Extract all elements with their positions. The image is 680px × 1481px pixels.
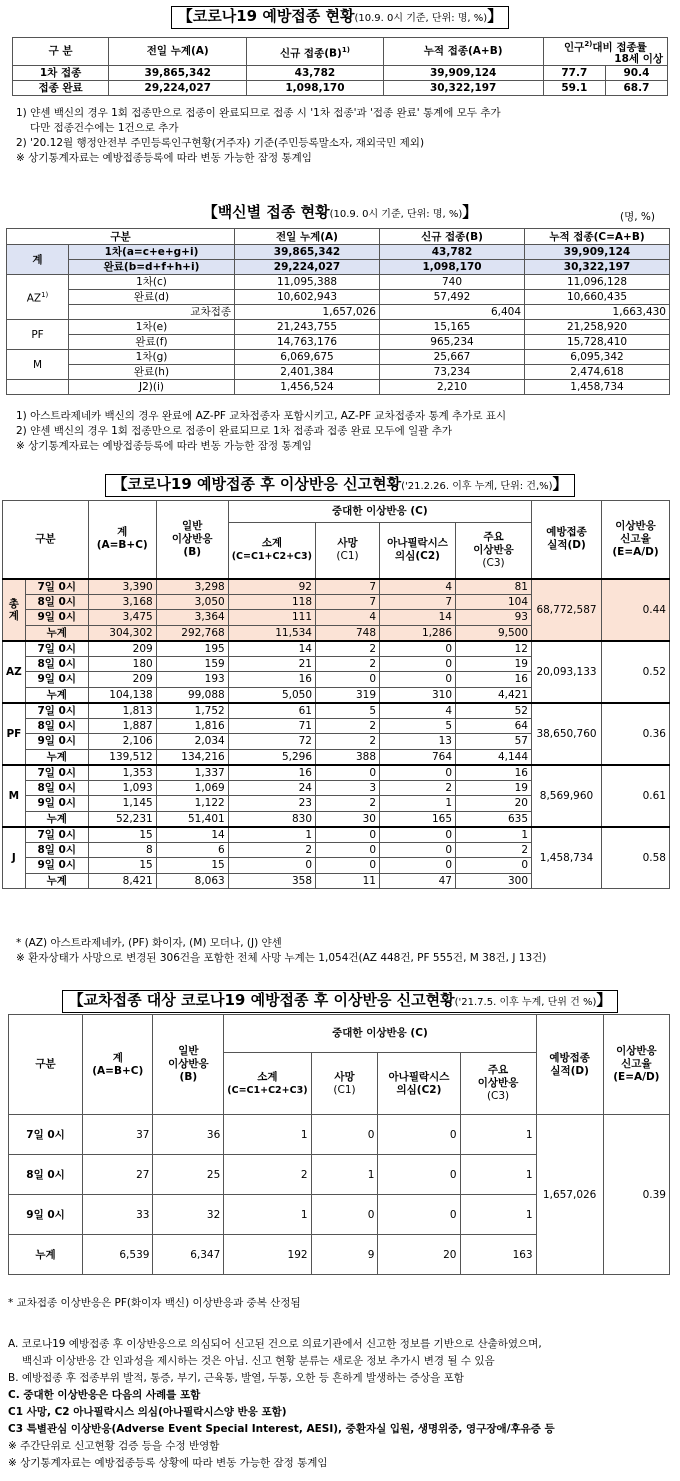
s4-day: 8일 0시 — [9, 1155, 83, 1195]
s3-group: M — [3, 765, 26, 827]
s1-title: 【코로나19 예방접종 현황(10.9. 0시 기준, 단위: 명, %)】 — [0, 6, 680, 29]
s4-table — [8, 1014, 670, 1275]
s3-cell: 15 — [88, 858, 156, 874]
s2-cell: 1,456,524 — [235, 380, 380, 395]
s4-cell: 27 — [83, 1155, 153, 1195]
s3-cell: 52,231 — [88, 811, 156, 827]
s3-cell: 1,286 — [380, 625, 456, 641]
s3-h-ana: 아나필락시스 의심(C2) — [380, 523, 456, 579]
s2-row — [7, 290, 670, 305]
s3-cell: 13 — [380, 734, 456, 750]
s3-cell: 4 — [380, 579, 456, 595]
s2-row — [7, 275, 670, 290]
s3-h-death: 사망 (C1) — [316, 523, 380, 579]
s3-cell: 5 — [380, 718, 456, 734]
s3-cell: 3,364 — [156, 610, 228, 626]
s4-cell: 0 — [311, 1115, 378, 1155]
s3-cell: 0 — [380, 641, 456, 657]
s3-cell: 14 — [156, 827, 228, 843]
s3-cell: 1,887 — [88, 718, 156, 734]
s4-row — [9, 1115, 670, 1155]
s3-cell: 2 — [316, 718, 380, 734]
s2-cell: 10,602,943 — [235, 290, 380, 305]
s3-day: 7일 0시 — [25, 579, 88, 595]
s1-row: 1차 접종 39,865,342 43,782 39,909,124 77.7 90.4 — [13, 65, 668, 80]
s3-cell: 3,298 — [156, 579, 228, 595]
s4-h-ana: 아나필락시스 의심(C2) — [378, 1053, 460, 1115]
s2-h-prev: 전일 누계(A) — [235, 229, 380, 245]
s3-cell: 3,050 — [156, 594, 228, 610]
s3-cell: 319 — [316, 687, 380, 703]
s4-day: 누계 — [9, 1235, 83, 1275]
s3-cell: 52 — [456, 703, 532, 719]
s4-cell: 2 — [224, 1155, 311, 1195]
s3-row — [3, 579, 670, 595]
s3-cell: 4 — [380, 703, 456, 719]
s4-cell: 37 — [83, 1115, 153, 1155]
s3-cell: 2,034 — [156, 734, 228, 750]
s3-cell: 16 — [456, 765, 532, 781]
s3-cell: 1,093 — [88, 780, 156, 796]
s3-cell: 4,144 — [456, 749, 532, 765]
s3-day: 8일 0시 — [25, 842, 88, 858]
s3-cell: 7 — [316, 579, 380, 595]
s3-cell: 1,353 — [88, 765, 156, 781]
s2-cell: 21,243,755 — [235, 320, 380, 335]
s4-title: 【교차접종 대상 코로나19 예방접종 후 이상반응 신고현황('21.7.5. 이후 누계, 단위 건 %)】 — [0, 990, 680, 1013]
s3-cell: 15 — [88, 827, 156, 843]
s3-day: 7일 0시 — [25, 641, 88, 657]
s3-h-rate: 이상반응 신고율 (E=A/D) — [602, 501, 670, 579]
s3-cell: 47 — [380, 873, 456, 889]
s3-cell: 7 — [380, 594, 456, 610]
s3-day: 누계 — [25, 873, 88, 889]
s3-cell: 21 — [228, 656, 315, 672]
s3-cell: 111 — [228, 610, 315, 626]
s2-cell: 965,234 — [380, 335, 525, 350]
s3-cell: 23 — [228, 796, 315, 812]
s3-vac: 38,650,760 — [532, 703, 602, 765]
s3-h-major: 주요 이상반응 (C3) — [456, 523, 532, 579]
s2-h-gubun: 구분 — [7, 229, 235, 245]
s3-cell: 11 — [316, 873, 380, 889]
s2-cell: 14,763,176 — [235, 335, 380, 350]
s3-cell: 0 — [456, 858, 532, 874]
s2-row — [7, 350, 670, 365]
s2-label: 1차(a=c+e+g+i) — [69, 245, 235, 260]
s3-cell: 5 — [316, 703, 380, 719]
s3-cell: 2 — [456, 842, 532, 858]
s3-cell: 51,401 — [156, 811, 228, 827]
s3-cell: 0 — [316, 672, 380, 688]
s3-cell: 2 — [316, 796, 380, 812]
s3-cell: 0 — [380, 765, 456, 781]
s2-h-new: 신규 접종(B) — [380, 229, 525, 245]
s3-cell: 2,106 — [88, 734, 156, 750]
s3-cell: 0 — [380, 656, 456, 672]
s3-cell: 2 — [228, 842, 315, 858]
s3-day: 8일 0시 — [25, 594, 88, 610]
s3-cell: 30 — [316, 811, 380, 827]
s4-day: 7일 0시 — [9, 1115, 83, 1155]
s2-unit: (명, %) — [620, 211, 655, 223]
s3-cell: 1,122 — [156, 796, 228, 812]
s4-cell: 0 — [311, 1195, 378, 1235]
s3-cell: 19 — [456, 780, 532, 796]
s3-rate: 0.61 — [602, 765, 670, 827]
s3-cell: 24 — [228, 780, 315, 796]
s4-h-serious: 중대한 이상반응 (C) — [224, 1015, 536, 1053]
s2-cell: 57,492 — [380, 290, 525, 305]
s2-group-empty — [7, 380, 69, 395]
s3-cell: 1,337 — [156, 765, 228, 781]
s3-day: 9일 0시 — [25, 858, 88, 874]
s2-label: 완료(d) — [69, 290, 235, 305]
s1-h-cum: 누적 접종(A+B) — [383, 38, 543, 66]
s3-day: 7일 0시 — [25, 827, 88, 843]
s2-cell: 1,098,170 — [380, 260, 525, 275]
s1-row: 접종 완료 29,224,027 1,098,170 30,322,197 59.1 68.7 — [13, 80, 668, 95]
s2-cell: 2,474,618 — [525, 365, 670, 380]
s3-day: 9일 0시 — [25, 610, 88, 626]
s4-vac: 1,657,026 — [536, 1115, 603, 1275]
s3-cell: 104 — [456, 594, 532, 610]
s4-h-vac: 예방접종 실적(D) — [536, 1015, 603, 1115]
s3-cell: 180 — [88, 656, 156, 672]
s3-h-total: 계 (A=B+C) — [88, 501, 156, 579]
s2-cell: 39,909,124 — [525, 245, 670, 260]
s3-cell: 304,302 — [88, 625, 156, 641]
s3-cell: 15 — [156, 858, 228, 874]
s2-cell: 39,865,342 — [235, 245, 380, 260]
s3-cell: 300 — [456, 873, 532, 889]
s3-cell: 2 — [316, 734, 380, 750]
s3-h-serious: 중대한 이상반응 (C) — [228, 501, 531, 523]
s2-cell: 43,782 — [380, 245, 525, 260]
s2-h-cum: 누적 접종(C=A+B) — [525, 229, 670, 245]
s3-h-sub: 소계 (C=C1+C2+C3) — [228, 523, 315, 579]
s2-cell: 6,404 — [380, 305, 525, 320]
s2-label: 1차(e) — [69, 320, 235, 335]
s4-cell: 6,347 — [153, 1235, 224, 1275]
s3-cell: 9,500 — [456, 625, 532, 641]
s2-row — [7, 335, 670, 350]
s3-cell: 209 — [88, 672, 156, 688]
s4-cell: 1 — [224, 1115, 311, 1155]
s3-cell: 0 — [316, 858, 380, 874]
s2-cell: 1,458,734 — [525, 380, 670, 395]
s3-cell: 635 — [456, 811, 532, 827]
s3-rate: 0.36 — [602, 703, 670, 765]
s3-cell: 0 — [316, 827, 380, 843]
s3-vac: 20,093,133 — [532, 641, 602, 703]
s3-day: 7일 0시 — [25, 703, 88, 719]
s3-cell: 64 — [456, 718, 532, 734]
s3-cell: 0 — [380, 827, 456, 843]
s3-cell: 8,421 — [88, 873, 156, 889]
s3-day: 9일 0시 — [25, 734, 88, 750]
s4-cell: 25 — [153, 1155, 224, 1195]
s2-cell: 740 — [380, 275, 525, 290]
s3-cell: 764 — [380, 749, 456, 765]
s2-label: 완료(f) — [69, 335, 235, 350]
s3-day: 9일 0시 — [25, 796, 88, 812]
s3-cell: 2 — [316, 641, 380, 657]
s4-h-gen: 일반 이상반응 (B) — [153, 1015, 224, 1115]
s3-cell: 93 — [456, 610, 532, 626]
s4-cell: 1 — [460, 1195, 536, 1235]
s3-cell: 57 — [456, 734, 532, 750]
s2-title: 【백신별 접종 현황(10.9. 0시 기준, 단위: 명, %)】 — [202, 203, 478, 221]
s4-cell: 1 — [224, 1195, 311, 1235]
s3-row — [3, 827, 670, 843]
s3-cell: 193 — [156, 672, 228, 688]
s3-day: 누계 — [25, 749, 88, 765]
s3-h-vac: 예방접종 실적(D) — [532, 501, 602, 579]
s3-day: 7일 0시 — [25, 765, 88, 781]
s2-label: 완료(h) — [69, 365, 235, 380]
s3-rate: 0.52 — [602, 641, 670, 703]
s2-table — [6, 228, 670, 395]
s3-cell: 5,050 — [228, 687, 315, 703]
s3-cell: 0 — [380, 842, 456, 858]
s4-cell: 32 — [153, 1195, 224, 1235]
s4-h-sub: 소계 (C=C1+C2+C3) — [224, 1053, 311, 1115]
s4-cell: 1 — [311, 1155, 378, 1195]
s1-h-prev: 전일 누계(A) — [109, 38, 247, 66]
s3-day: 9일 0시 — [25, 672, 88, 688]
s2-cell: 6,069,675 — [235, 350, 380, 365]
s2-row — [7, 365, 670, 380]
s3-cell: 0 — [228, 858, 315, 874]
s2-label: 교차접종 — [69, 305, 235, 320]
s3-cell: 2 — [380, 780, 456, 796]
s4-h-major: 주요 이상반응 (C3) — [460, 1053, 536, 1115]
s1-h-rate: 인구$^{2)}$대비 접종률 18세 이상 — [543, 38, 667, 66]
s3-table — [2, 500, 670, 889]
s3-cell: 16 — [228, 765, 315, 781]
s3-cell: 0 — [316, 842, 380, 858]
s3-cell: 14 — [380, 610, 456, 626]
s4-cell: 6,539 — [83, 1235, 153, 1275]
s2-label: 1차(g) — [69, 350, 235, 365]
s2-cell: 15,165 — [380, 320, 525, 335]
s2-cell: 29,224,027 — [235, 260, 380, 275]
s3-day: 누계 — [25, 811, 88, 827]
s3-cell: 72 — [228, 734, 315, 750]
s3-cell: 20 — [456, 796, 532, 812]
s3-cell: 0 — [380, 672, 456, 688]
s3-cell: 134,216 — [156, 749, 228, 765]
s2-cell: 10,660,435 — [525, 290, 670, 305]
s2-cell: 30,322,197 — [525, 260, 670, 275]
s3-row — [3, 765, 670, 781]
s4-cell: 0 — [378, 1195, 460, 1235]
s3-cell: 1 — [228, 827, 315, 843]
s4-note-star: * 교차접종 이상반응은 PF(화이자 백신) 이상반응과 중복 산정됨 — [8, 1297, 301, 1309]
s4-cell: 20 — [378, 1235, 460, 1275]
s3-cell: 830 — [228, 811, 315, 827]
s2-row — [7, 320, 670, 335]
s2-cell: 11,095,388 — [235, 275, 380, 290]
s3-cell: 1,752 — [156, 703, 228, 719]
s3-cell: 165 — [380, 811, 456, 827]
s3-cell: 3,390 — [88, 579, 156, 595]
s3-cell: 1,069 — [156, 780, 228, 796]
s4-h-death: 사망 (C1) — [311, 1053, 378, 1115]
s2-cell: 21,258,920 — [525, 320, 670, 335]
s1-h-new: 신규 접종$(B)^{1)}$ — [247, 38, 383, 66]
s3-day: 누계 — [25, 687, 88, 703]
s3-cell: 139,512 — [88, 749, 156, 765]
s3-cell: 1,816 — [156, 718, 228, 734]
s3-cell: 5,296 — [228, 749, 315, 765]
s2-group: 계 — [7, 245, 69, 275]
s3-cell: 118 — [228, 594, 315, 610]
s2-cell: 6,095,342 — [525, 350, 670, 365]
s3-cell: 11,534 — [228, 625, 315, 641]
s3-cell: 1 — [456, 827, 532, 843]
s3-day: 8일 0시 — [25, 718, 88, 734]
s4-h-rate: 이상반응 신고율 (E=A/D) — [603, 1015, 669, 1115]
s3-cell: 748 — [316, 625, 380, 641]
s3-cell: 209 — [88, 641, 156, 657]
s3-cell: 6 — [156, 842, 228, 858]
s3-group: J — [3, 827, 26, 889]
s3-group: 총계 — [3, 579, 26, 641]
s3-cell: 1,145 — [88, 796, 156, 812]
s3-cell: 195 — [156, 641, 228, 657]
s3-row — [3, 641, 670, 657]
s1-notes: 1) 얀센 백신의 경우 1회 접종만으로 접종이 완료되므로 접종 시 '1차 접종'과 '접종 완료' 통계에 모두 추가 다만 접종건수에는 1건으로 추가 2) '20.12월 행정안전부 주민등록인구현황(거주자) 기준(주민등록말소자, 재외국민 제외) ※ 상기통계자료는 예방접종등록에 따라 변동 가능한 잠정 통계임 — [16, 107, 501, 164]
s3-group: AZ — [3, 641, 26, 703]
s3-cell: 7 — [316, 594, 380, 610]
s2-group: M — [7, 350, 69, 380]
s2-row — [7, 305, 670, 320]
s4-notes: A. 코로나19 예방접종 후 이상반응으로 의심되어 신고된 건으로 의료기관에서 신고한 정보를 기반으로 산출하였으며, 백신과 이상반응 간 인과성을 제시하는 것은 아님. 신고 현황 분류는 새로운 정보 추가시 변경 될 수 있음 B. 예방접종 후 접종부위 발적, 통증, 부기, 근육통, 발열, 두통, 오한 등 흔하게 발생하는 증상을 포함 C. 중대한 이상반응은 다음의 사례를 포함 C1 사망, C2 아나필락시스 의심(아나필락시스양 반응 포함) C3 특별관심 이상반응(Adverse Event Special Interest, AESI), 중환자실 입원, 생명위중, 영구장애/후유증 등 ※ 주간단위로 신고현황 검증 등을 수정 반영함 ※ 상기통계자료는 예방접종등록 상황에 따라 변동 가능한 잠정 통계임 — [8, 1338, 555, 1469]
s2-label: J2)(i) — [69, 380, 235, 395]
s4-cell: 0 — [378, 1115, 460, 1155]
s3-vac: 68,772,587 — [532, 579, 602, 641]
s3-row — [3, 703, 670, 719]
s3-cell: 16 — [228, 672, 315, 688]
s3-day: 누계 — [25, 625, 88, 641]
s3-h-gubun: 구분 — [3, 501, 89, 579]
s3-cell: 99,088 — [156, 687, 228, 703]
s3-cell: 104,138 — [88, 687, 156, 703]
s2-cell: 2,401,384 — [235, 365, 380, 380]
s3-title: 【코로나19 예방접종 후 이상반응 신고현황('21.2.26. 이후 누계, 단위: 건,%)】 — [0, 474, 680, 497]
s3-cell: 0 — [380, 858, 456, 874]
s3-cell: 71 — [228, 718, 315, 734]
s2-group: AZ$^{1)}$ — [7, 275, 69, 320]
s3-cell: 81 — [456, 579, 532, 595]
s3-cell: 0 — [316, 765, 380, 781]
s2-cell: 2,210 — [380, 380, 525, 395]
s2-row — [7, 245, 670, 260]
s3-cell: 159 — [156, 656, 228, 672]
s2-cell: 73,234 — [380, 365, 525, 380]
s2-cell: 15,728,410 — [525, 335, 670, 350]
s4-h-gubun: 구분 — [9, 1015, 83, 1115]
s2-group: PF — [7, 320, 69, 350]
s3-cell: 4 — [316, 610, 380, 626]
s2-cell: 1,657,026 — [235, 305, 380, 320]
s4-day: 9일 0시 — [9, 1195, 83, 1235]
s4-cell: 1 — [460, 1115, 536, 1155]
s1-table — [12, 37, 668, 96]
s3-day: 8일 0시 — [25, 656, 88, 672]
s3-cell: 2 — [316, 656, 380, 672]
s3-group: PF — [3, 703, 26, 765]
s3-cell: 8,063 — [156, 873, 228, 889]
s3-cell: 3 — [316, 780, 380, 796]
s2-cell: 11,096,128 — [525, 275, 670, 290]
s3-cell: 1,813 — [88, 703, 156, 719]
s3-cell: 1 — [380, 796, 456, 812]
s3-cell: 92 — [228, 579, 315, 595]
s4-rate: 0.39 — [603, 1115, 669, 1275]
s1-h-gubun: 구 분 — [13, 38, 109, 66]
s2-row — [7, 260, 670, 275]
s3-cell: 3,168 — [88, 594, 156, 610]
s4-cell: 36 — [153, 1115, 224, 1155]
s3-cell: 16 — [456, 672, 532, 688]
s3-cell: 292,768 — [156, 625, 228, 641]
s2-row — [7, 380, 670, 395]
s3-cell: 61 — [228, 703, 315, 719]
s2-cell: 1,663,430 — [525, 305, 670, 320]
s3-cell: 3,475 — [88, 610, 156, 626]
s3-cell: 8 — [88, 842, 156, 858]
s3-cell: 358 — [228, 873, 315, 889]
s4-cell: 163 — [460, 1235, 536, 1275]
s4-h-total: 계 (A=B+C) — [83, 1015, 153, 1115]
s3-vac: 1,458,734 — [532, 827, 602, 889]
s3-notes: * (AZ) 아스트라제네카, (PF) 화이자, (M) 모더나, (J) 얀센 ※ 환자상태가 사망으로 변경된 306건을 포함한 전체 사망 누계는 1,054건(AZ 448건, PF 555건, M 38건, J 13건) — [16, 937, 547, 964]
s3-vac: 8,569,960 — [532, 765, 602, 827]
s4-cell: 9 — [311, 1235, 378, 1275]
s3-cell: 310 — [380, 687, 456, 703]
s2-cell: 25,667 — [380, 350, 525, 365]
s4-cell: 192 — [224, 1235, 311, 1275]
s3-cell: 19 — [456, 656, 532, 672]
s3-day: 8일 0시 — [25, 780, 88, 796]
s3-cell: 14 — [228, 641, 315, 657]
s2-notes: 1) 아스트라제네카 백신의 경우 완료에 AZ-PF 교차접종자 포함시키고, AZ-PF 교차접종자 통계 추가로 표시 2) 얀센 백신의 경우 1회 접종만으로 접종이 완료되므로 1차 접종과 접종 완료 모두에 일괄 추가 ※ 상기통계자료는 예방접종등록에 따라 변동 가능한 잠정 통계임 — [16, 410, 507, 452]
s2-label: 1차(c) — [69, 275, 235, 290]
s4-cell: 33 — [83, 1195, 153, 1235]
s4-cell: 0 — [378, 1155, 460, 1195]
s3-cell: 12 — [456, 641, 532, 657]
s3-rate: 0.44 — [602, 579, 670, 641]
s3-h-gen: 일반 이상반응 (B) — [156, 501, 228, 579]
s4-cell: 1 — [460, 1155, 536, 1195]
s3-rate: 0.58 — [602, 827, 670, 889]
s3-cell: 388 — [316, 749, 380, 765]
s2-label: 완료(b=d+f+h+i) — [69, 260, 235, 275]
s3-cell: 4,421 — [456, 687, 532, 703]
